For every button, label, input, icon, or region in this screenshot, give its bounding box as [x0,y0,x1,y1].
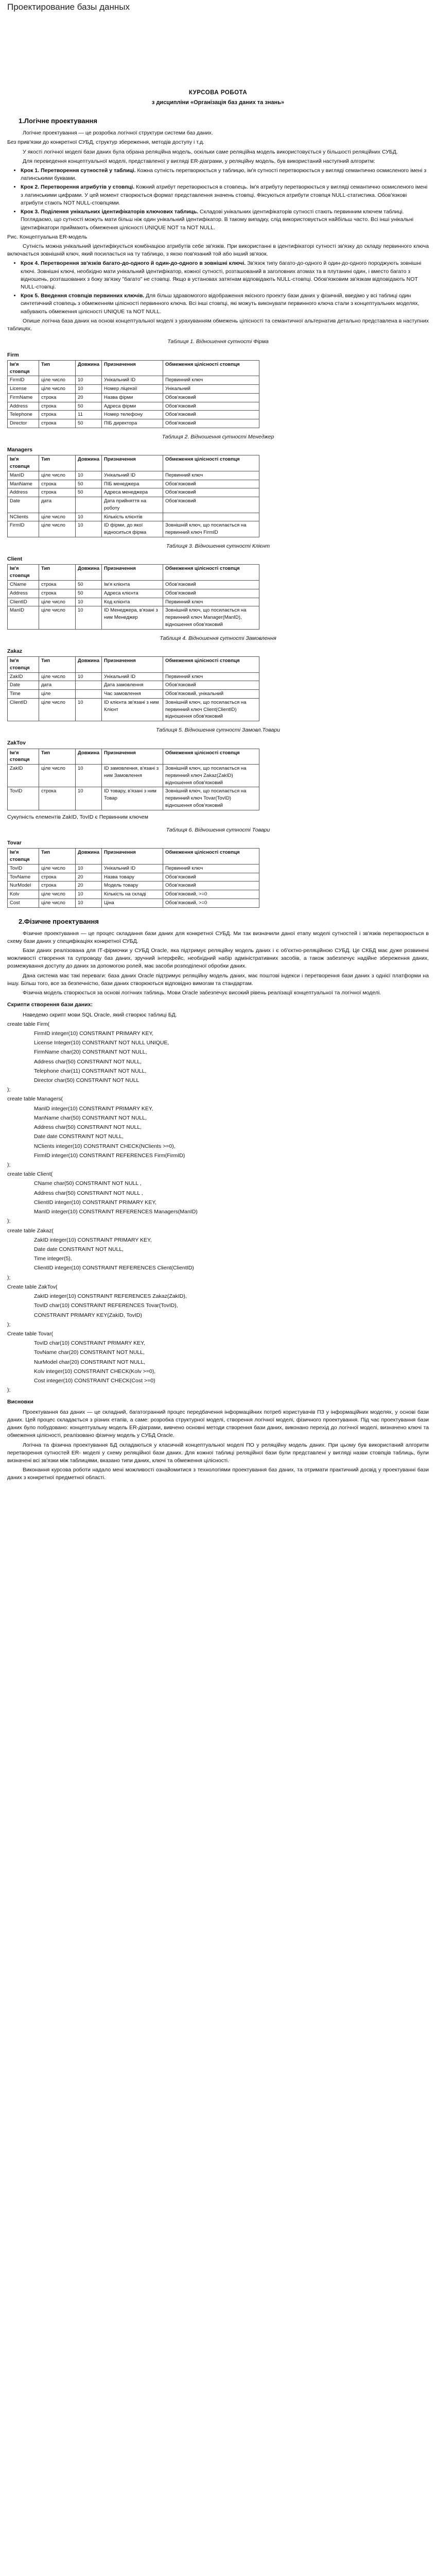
code-line: TovID char(10) CONSTRAINT PRIMARY KEY, [34,1340,145,1347]
code-line: Time integer(5), [34,1256,72,1262]
table-cell: Date [8,681,39,690]
code-line: ManID integer(10) CONSTRAINT PRIMARY KEY, [34,1105,153,1112]
table-row [8,606,259,629]
table-cell: строка [39,589,76,598]
data-table [7,455,259,537]
step-text: Складові унікальних ідентифікаторів сутності стають первинним ключем таблиці. Поглядаємо, що сутності можуть мати більш ніж один унікальний ідентифікатор. В такому випадку, слід використовується найбільш часто. Всі інші унікальні ідентифікатори приймають обмеження цілісності UNIQUE NOT та NOT NULL. [21,209,414,231]
code-line: create table Firm( [7,1021,50,1027]
table-cell: строка [39,393,76,402]
table-cell: Director [8,419,39,428]
column-header: Обмеження цілісності стовпця [163,360,259,376]
table-cell: Обов'язковий [163,681,259,690]
table-cell: Модель товару [102,882,163,890]
code-line: create table Client( [7,1171,53,1178]
table-cell: ціле число [39,672,76,681]
table-cell: Адреса клієнта [102,589,163,598]
table-cell: 10 [76,521,102,537]
table-cell: строка [39,488,76,497]
code-line: TovName char(20) CONSTRAINT NOT NULL, [34,1349,145,1356]
table-cell: Обов'язковий [163,873,259,882]
table-cell: Time [8,690,39,699]
table-row [8,471,259,480]
table-cell: 50 [76,488,102,497]
tables-container [7,338,429,907]
table-row [8,419,259,428]
code-line: create table Managers( [7,1096,63,1103]
column-header: Ім'я стовпця [8,657,39,673]
table-cell: Ціна [102,899,163,907]
table-cell: ZakID [8,672,39,681]
algorithm-step [21,208,429,232]
table-cell: Назва товару [102,873,163,882]
table-cell: Обов'язковий [163,488,259,497]
table-cell: Унікальний ID [102,864,163,873]
table-row [8,864,259,873]
code-line: ); [7,1274,11,1281]
data-table [7,656,259,721]
table-cell: Адреса фірми [102,402,163,411]
table-cell: Обов'язковий, >=0 [163,890,259,899]
table-cell: строка [39,882,76,890]
table-cell: ID замовлення, в'язані з ним Замовлення [102,765,163,787]
column-header: Довжина [76,360,102,376]
table-cell: 10 [76,513,102,521]
step-title: Крок 1. Перетворення сутностей у таблиці. [21,167,136,174]
code-line: License Integer(10) CONSTRAINT NOT NULL UNIQUE, [34,1040,169,1046]
table-cell: 10 [76,385,102,394]
section1-heading: 1.Логічне проектування [19,117,97,125]
table-cell: Обов'язковий [163,402,259,411]
table-cell: Унікальний [163,385,259,394]
table-cell: дата [39,681,76,690]
data-table [7,749,259,810]
table-row [8,589,259,598]
table-cell: Address [8,402,39,411]
column-header: Довжина [76,749,102,765]
table-row [8,480,259,488]
table-cell: Кількість на складі [102,890,163,899]
algorithm-step [21,260,429,291]
table-header-row [8,657,259,673]
figure-caption: Рис. Концептуальна ER-модель [7,233,88,240]
table-cell: 10 [76,899,102,907]
code-line: Address char(50) CONSTRAINT NOT NULL , [34,1190,143,1196]
section2-p4: Фізична модель створюється за основі логічних таблиць. Мови Oracle забезпечує високий рівень реалізації концептуальної та логічної моделі. [23,990,381,996]
document-subject: з дисципліни «Організація баз даних та знань» [151,99,285,106]
table-cell: Назва фірми [102,393,163,402]
table-cell: ID клієнта зв'язані з ним Клієнт [102,698,163,721]
table-cell: Кількість клієнтів [102,513,163,521]
code-line: ); [7,1162,11,1168]
table-cell: 10 [76,598,102,606]
table-cell [163,513,259,521]
table-header-row [8,455,259,471]
table-cell: строка [39,419,76,428]
code-line: Cost integer(10) CONSTRAINT CHECK(Cost >=0) [34,1378,155,1384]
column-header: Ім'я стовпця [8,455,39,471]
table-cell: Обов'язковий [163,411,259,419]
table-cell: Date [8,497,39,513]
table-cell: Зовнішній ключ, що посилається на первинний ключ Client(ClientID) відношення обов'язковий [163,698,259,721]
column-header: Призначення [102,455,163,471]
table-cell: ManName [8,480,39,488]
column-header: Ім'я стовпця [8,565,39,581]
table-cell: Дата замовлення [102,681,163,690]
table-cell: ID фірми, до якої відноситься фірма [102,521,163,537]
code-line: Telephone char(11) CONSTRAINT NOT NULL, [34,1067,147,1074]
table-row [8,580,259,589]
column-header: Ім'я стовпця [8,360,39,376]
step-text: Кожний атрибут перетворюється в стовпець. Ім'я атрибуту перетворюється у вигляді семантично осмисленого імені з латинськими цифрами. У цей момент створюється формат представлення значень стовпці. Фіксуються атрибути стовпця NULL-статистика. Обов'язкові атрибути стають NOT NULL-стовпцями. [21,184,428,206]
code-line: Date date CONSTRAINT NOT NULL, [34,1246,124,1252]
table-cell: 50 [76,589,102,598]
table-cell: ClientID [8,598,39,606]
table-row [8,681,259,690]
table-cell: Унікальний ID [102,376,163,385]
table-cell: Зовнішній ключ, що посилається на первинний ключ Tovar(TovID) відношення обов'язковий [163,787,259,810]
table-cell: ціле число [39,513,76,521]
table-cell: Зовнішній ключ, що посилається на первинний ключ Manager(ManID), відношення обов'язковий [163,606,259,629]
step-title: Крок 2. Перетворення атрибутів у стовпці. [21,184,135,191]
table-cell: Номер ліцензії [102,385,163,394]
table-row [8,598,259,606]
table-header-row [8,849,259,865]
script-title: Скрипти створення бази даних: [7,1002,93,1008]
table-row [8,882,259,890]
table-cell: ціле число [39,864,76,873]
table-cell: 10 [76,606,102,629]
table-cell: 10 [76,698,102,721]
script-intro: Наведемо скрипт мови SQL Oracle, який створює таблиці БД. [23,1011,177,1018]
table-name: Zakaz [7,648,23,654]
table-header-row [8,749,259,765]
code-line: CONSTRAINT PRIMARY KEY(ZakID, TovID) [34,1312,142,1318]
table-cell: Адреса менеджера [102,488,163,497]
code-line: Create table ZakTov( [7,1283,58,1290]
table-cell [76,497,102,513]
code-line: ZakID integer(10) CONSTRAINT REFERENCES Zakaz(ZakID), [34,1293,187,1300]
table-cell: строка [39,411,76,419]
table-cell: строка [39,787,76,810]
code-line: ); [7,1218,11,1225]
table-cell: Обов'язковий [163,393,259,402]
code-line: ClientID integer(10) CONSTRAINT REFERENCES Client(ClientID) [34,1265,194,1272]
column-header: Обмеження цілісності стовпця [163,455,259,471]
algorithm-step [21,183,429,207]
code-line: Kolv integer(10) CONSTRAINT CHECK(Kolv >=0), [34,1368,156,1375]
table-cell: Унікальний ID [102,471,163,480]
code-line: ManName char(50) CONSTRAINT NOT NULL, [34,1114,147,1121]
table-cell: ПІБ директора [102,419,163,428]
step-title: Крок 3. Поділення унікальних ідентифікаторів ключових таблиць. [21,209,199,215]
table-cell: ціле число [39,385,76,394]
table-caption: Таблиця 2. Відношення сутності Менеджер [162,433,274,440]
table-cell: TovID [8,787,39,810]
step-text: Кожна сутність перетворюється у таблицю, ім'я сутності перетворюється у вигляді семантично осмисленого імені з латинськими буквами. [21,167,427,182]
table-cell: ClientID [8,698,39,721]
column-header: Довжина [76,849,102,865]
column-header: Довжина [76,455,102,471]
table-cell: Address [8,488,39,497]
table-row [8,787,259,810]
table-cell: 50 [76,580,102,589]
table-cell: 50 [76,402,102,411]
section1-p4: Для переведення концептуальної моделі, представленої у вигляді ER-діаграми, у реляційну модель, був використаний наступний алгоритм: [23,158,375,164]
table-row [8,376,259,385]
table-cell: Код клієнта [102,598,163,606]
section1-p1: Логічне проектування — це розробка логічної структури системи баз даних. [23,130,213,137]
code-line: Address char(50) CONSTRAINT NOT NULL, [34,1124,142,1131]
column-header: Тип [39,749,76,765]
column-header: Ім'я стовпця [8,749,39,765]
data-table [7,564,259,629]
table-caption: Таблиця 5. Відношення сутності Замовл.Товари [155,727,281,734]
table-cell: 11 [76,411,102,419]
table-cell: 10 [76,864,102,873]
table-cell: 50 [76,480,102,488]
table-cell: строка [39,580,76,589]
table-row [8,411,259,419]
algorithm-steps [12,167,429,232]
table-cell: Kolv [8,890,39,899]
table-cell: ціле число [39,521,76,537]
table-cell: Час замовлення [102,690,163,699]
algorithm-steps-2 [12,260,429,316]
table-cell: Первинний ключ [163,376,259,385]
table-cell: Первинний ключ [163,864,259,873]
table-cell: ціле число [39,598,76,606]
table-row [8,890,259,899]
table-cell: ПІБ менеджера [102,480,163,488]
code-line: FirmID integer(10) CONSTRAINT PRIMARY KEY, [34,1030,154,1037]
page-header: Проектирование базы данных [7,2,130,12]
code-line: ClientID integer(10) CONSTRAINT PRIMARY KEY, [34,1199,156,1206]
table-cell: ціле число [39,765,76,787]
section2-p3: Дана система має такі переваги: база даних Oracle підтримує реляційну модель даних, має поштові індекси і перетворення бази даних з однієї платформи на іншу. Більш того, все за безпечністю, бази даних створюються відповідно вимогам та стандартам. [7,972,429,987]
table-header-row [8,565,259,581]
code-line: Address char(50) CONSTRAINT NOT NULL, [34,1058,142,1065]
table-caption: Таблиця 1. Відношення сутності Фірма [167,338,269,345]
section1-p2: Без прив'язки до конкретної СУБД, структур збереження, методів доступу і т.д. [7,139,204,146]
table-cell: 10 [76,787,102,810]
table-cell: ціле число [39,606,76,629]
table-caption: Таблиця 3. Відношення сутності Клієнт [166,543,270,549]
column-header: Призначення [102,565,163,581]
table-cell: 20 [76,873,102,882]
table-cell: ManID [8,606,39,629]
table-row [8,873,259,882]
conclusion-p2: Логічна та фізична проектування БД складаються у класичній концептуальної моделі ПО у реляційну модель даних. При цьому був використаний алгоритм перетворення сутностей ER- моделі у схему реляційної бази даних. Для кожної таблиці реляційної бази були представлені у вигляді назви стовпців таблиць, були визначені всі зв'язки між таблицями, вказано типи даних, ключі та обмеження цілісності. [7,1442,429,1464]
table-cell: 10 [76,890,102,899]
table-cell: TovID [8,864,39,873]
table-cell: License [8,385,39,394]
table-cell: NurModel [8,882,39,890]
column-header: Тип [39,849,76,865]
code-line: Director char(50) CONSTRAINT NOT NULL [34,1077,139,1084]
step-title: Крок 4. Перетворення зв'язків багато-до-одного й один-до-одного в зовнішні ключі. [21,260,246,267]
table-cell: Ім'я клієнта [102,580,163,589]
code-line: ); [7,1387,11,1394]
section1-p3: У якості логічної моделі бази даних була обрана реляційна модель, оскільки саме реляційна модель використовується у більшості реляційних СУБД. [23,148,398,155]
table-caption: Таблиця 6. Відношення сутності Товари [166,826,270,833]
table-cell: FirmID [8,376,39,385]
column-header: Тип [39,455,76,471]
table-cell: ціле число [39,899,76,907]
step-text: Зв'язок типу багато-до-одного й один-до-одного породжують зовнішні ключі. Зовнішні ключі, необхідно мати унікальний ідентифікатор, кожної сутності, розташований в заголовних атомах та в плутанині один, і вместо багато з відношень, розташованих з боку зв'язку "багато" не стовпці. Якщо в установах затягнам відповідають NULL-стовпці. Обов'язковим зв'язкам відповідають NOT NULL-стовпці. [21,260,422,291]
table-cell: Обов'язковий, унікальний [163,690,259,699]
table-name: ZakTov [7,740,26,747]
data-table [7,360,259,428]
table-cell: Номер телефону [102,411,163,419]
step-title: Крок 5. Введення стовпців первинних ключів. [21,293,145,299]
column-header: Обмеження цілісності стовпця [163,657,259,673]
column-header: Призначення [102,849,163,865]
column-header: Ім'я стовпця [8,849,39,865]
column-header: Довжина [76,565,102,581]
table-cell: Дата прийняття на роботу [102,497,163,513]
table-cell: FirmID [8,521,39,537]
table-cell: Telephone [8,411,39,419]
table-row [8,765,259,787]
table-cell: строка [39,402,76,411]
table-name: Managers [7,447,33,453]
table-cell: ID товару, в'язані з ним Товар [102,787,163,810]
table-cell: 20 [76,393,102,402]
document-title: КУРСОВА РОБОТА [188,89,248,96]
table-row [8,393,259,402]
conclusion-title: Висновки [7,1399,33,1405]
code-line: ); [7,1087,11,1093]
code-line: Date date CONSTRAINT NOT NULL, [34,1133,124,1140]
column-header: Обмеження цілісності стовпця [163,849,259,865]
table-cell: Обов'язковий [163,580,259,589]
section2-p2: Бази даних реалізована для ІТ-фірмочки у СУБД Oracle, яка підтримує реляційну модель даних і є об'єктно-реляційною СУБД. Це СКБД має дуже розвинені можливості створення та супроводу баз даних, зручний інтерфейс, необхідний набір адміністративних засобів, а також забезпечує надійне збереження даних, розмежування доступу до даних за допомогою ролей, має засоби розподіленої обробки даних. [7,947,429,970]
table-row [8,690,259,699]
table-name: Firm [7,351,19,358]
table-cell: строка [39,480,76,488]
table-cell: Первинний ключ [163,598,259,606]
column-header: Обмеження цілісності стовпця [163,565,259,581]
table-cell: строка [39,873,76,882]
table-name: Tovar [7,840,22,846]
table-cell: Обов'язковий [163,589,259,598]
table-cell: 10 [76,471,102,480]
step-text: Для більш здравомогого відображення якісного проекту бази даних у фізичній, введімо у всі таблиці один синтетичний стовпець з обмеженням цілісності первинного ключа. Всі інші стовпці, які можуть виконувати первинного ключа стали з концептуальних моделях, набувають обмеження цілісності UNIQUE та NOT NULL. [21,293,420,315]
table-caption: Таблиця 4. Відношення сутності Замовлення [160,635,276,641]
section2-heading: 2.Фізичне проектування [19,917,99,925]
table-cell: 10 [76,765,102,787]
code-line: FirmID integer(10) CONSTRAINT REFERENCES Firm(FirmID) [34,1152,185,1159]
code-line: NClients integer(10) CONSTRAINT CHECK(NClients >=0), [34,1143,176,1149]
table-cell [76,690,102,699]
code-line: ZakID integer(10) CONSTRAINT PRIMARY KEY, [34,1236,152,1243]
code-line: create table Zakaz( [7,1227,54,1234]
code-line: Create table Tovar( [7,1330,54,1337]
column-header: Тип [39,360,76,376]
table-row [8,672,259,681]
column-header: Тип [39,565,76,581]
code-line: CName char(50) CONSTRAINT NOT NULL , [34,1180,142,1187]
code-line: FirmName char(20) CONSTRAINT NOT NULL, [34,1049,147,1056]
algorithm-step [21,167,429,182]
column-header: Обмеження цілісності стовпця [163,749,259,765]
table-cell: Первинний ключ [163,672,259,681]
table-cell: Обов'язковий, >=0 [163,899,259,907]
table-note: Сукупність елементів ZakID, TovID є Первинним ключем [7,814,148,820]
table-cell: дата [39,497,76,513]
table-cell: Зовнішній ключ, що посилається на первинний ключ FirmID [163,521,259,537]
table-cell: Обов'язковий [163,882,259,890]
table-cell: FirmName [8,393,39,402]
table-cell: Cost [8,899,39,907]
section2-p1: Фізичне проектування — це процес складання бази даних для конкретної СУБД. Ми так визначили даної етапу моделі сутностей і зв'язків перетворюється в схему бази даних у специфікаціях конкретної СУБД. [7,930,429,944]
section1-p6: Сутність можна унікальний ідентифікується комбінацією атрибутів себе зв'язків. При використанні в ідентифікаторі сутності зв'язку до складу первинного ключа включається зовнішній ключ, який посилається на ту таблицю, з якою пов'язаний той або інший зв'язок. [7,243,429,258]
table-cell: ціле число [39,890,76,899]
table-cell: 20 [76,882,102,890]
column-header: Призначення [102,657,163,673]
table-cell: ціле [39,690,76,699]
table-cell: NClients [8,513,39,521]
table-cell: Обов'язковий [163,480,259,488]
table-cell: ID Менеджера, в'язані з ним Менеджер [102,606,163,629]
data-table [7,848,259,907]
table-row [8,497,259,513]
table-header-row [8,360,259,376]
table-cell: Обов'язковий [163,497,259,513]
table-cell: Унікальний ID [102,672,163,681]
code-line: ManID integer(10) CONSTRAINT REFERENCES Managers(ManID) [34,1209,198,1215]
table-row [8,488,259,497]
table-cell: 10 [76,376,102,385]
table-cell: Первинний ключ [163,471,259,480]
table-row [8,402,259,411]
table-cell: 10 [76,672,102,681]
table-cell: Обов'язковий [163,419,259,428]
table-row [8,698,259,721]
column-header: Тип [39,657,76,673]
code-line: ); [7,1321,11,1328]
table-row [8,513,259,521]
table-cell: Зовнішній ключ, що посилається на первинний ключ Zakaz(ZakID) відношення обов'язковий [163,765,259,787]
table-row [8,899,259,907]
sql-script [7,1021,429,1395]
code-line: NurModel char(20) CONSTRAINT NOT NULL, [34,1359,146,1365]
section1-p7: Опише логічна база даних на основі концептуальної моделі з урахуванням обмежень цілісності та семантичної альтернатив детально представлена в наступних таблицях. [7,317,429,332]
table-row [8,521,259,537]
column-header: Призначення [102,360,163,376]
table-cell: CName [8,580,39,589]
table-cell: TovName [8,873,39,882]
table-name: Client [7,556,23,563]
conclusion-p1: Проектування баз даних — це складний, багатогранний процес передбачення інформаційних потреб користувачів ПЗ у інформаційних моделях, у основі бази даних. Цей процес складається з різних етапів, а саме: розробка структурної моделі, створення логічної моделі, фізичного проектування. Під час проектування бази даних було побудовано: концептуальну модель ER-діаграми, вивчено основні методи створення бази даних, виконано перехід до логічної моделі, визначено ключі та обмеження цілісності, реалізовано фізичну модель у СУБД Oracle. [7,1409,429,1439]
table-cell: ZakID [8,765,39,787]
code-line: TovID char(10) CONSTRAINT REFERENCES Tovar(TovID), [34,1302,178,1309]
table-cell: ціле число [39,698,76,721]
column-header: Призначення [102,749,163,765]
table-cell [76,681,102,690]
table-cell: Address [8,589,39,598]
table-cell: ціле число [39,471,76,480]
table-row [8,385,259,394]
algorithm-step [21,292,429,316]
table-cell: ціле число [39,376,76,385]
conclusion-p3: Виконання курсова роботи надало мені можливості ознайомитися з технологіями проектування баз даних, та отримати практичний досвід у проектуванні бази даних з конкретної предметної області. [7,1467,429,1481]
table-cell: 50 [76,419,102,428]
column-header: Довжина [76,657,102,673]
table-cell: ManID [8,471,39,480]
